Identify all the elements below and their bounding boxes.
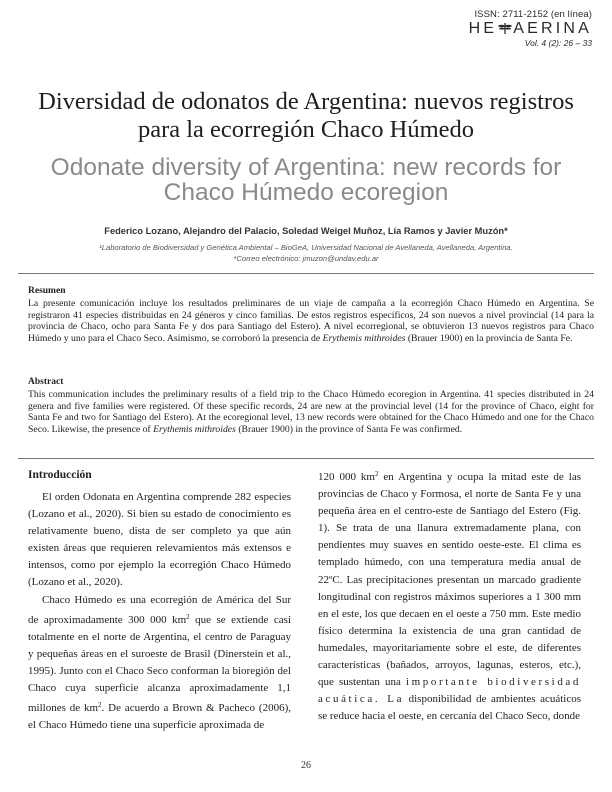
volume-info: Vol. 4 (2): 26 – 33	[524, 38, 592, 48]
page-number: 26	[301, 760, 311, 771]
resumen-heading: Resumen	[28, 286, 66, 296]
dragonfly-icon	[498, 22, 512, 34]
divider-top	[18, 273, 594, 274]
intro-paragraph-1: El orden Odonata en Argentina comprende 282 especies (Lozano et al., 2020). Si bien su estado de conocimiento es relativamente bueno, dista de ser completo ya que aún existen áreas que requieren relevamientos más extensos e intensos, como por ejemplo la ecorregión Chaco Húmedo (Lozano et al., 2020).	[28, 491, 291, 589]
journal-header	[469, 9, 592, 48]
intro-paragraph-2: Chaco Húmedo es una ecorregión de América del Sur de aproximadamente 300 000 $km^2$ que se extiende casi totalmente en el norte de Argentina, el centro de Paraguay y pequeñas áreas en el suroeste de Brasil (Dinerstein et al., 1995). Junto con el Chaco Seco conforman la bioregión del Chaco cuya superficie alcanza aproximadamente 1,1 millones de $km^2$. De acuerdo a Brown & Pacheco (2006), el Chaco Húmedo tiene una superficie aproximada de	[28, 593, 291, 732]
resumen-text: La presente comunicación incluye los resultados preliminares de un viaje de campaña a la ecorregión Chaco Húmedo en Argentina. Se registraron 41 especies distribuidas en 24 géneros y cinco familias. De estos registros específicos, 24 son nuevos a nivel provincial (14 para la provincia de Chaco, ocho para Santa Fe y dos para Santiago del Estero). A nivel ecorregional, se obtuvieron 13 nuevos registros para Chaco Húmedo y uno para el Chaco Seco. Asimismo, se corroboró la presencia de Erythemis mithroides (Brauer 1900) en la provincia de Santa Fe.	[28, 298, 594, 345]
divider-bottom	[18, 458, 594, 459]
authors: Federico Lozano, Alejandro del Palacio, Soledad Weigel Muñoz, Lía Ramos y Javier Muzón*	[104, 226, 508, 236]
title-spanish: Diversidad de odonatos de Argentina: nuevos registros para la ecorregión Chaco Húmedo	[38, 88, 574, 143]
species-name: Erythemis mithroides	[153, 424, 236, 436]
journal-logo-right: AERINA	[513, 20, 592, 37]
title-english: Odonate diversity of Argentina: new records for Chaco Húmedo ecoregion	[50, 154, 562, 206]
affiliation-block	[20, 242, 592, 264]
intro-heading: Introducción	[28, 469, 92, 481]
affiliation: ¹Laboratorio de Biodiversidad y Genética Ambiental – BioGeA, Universidad Nacional de Avellaneda, Avellaneda, Argentina.	[99, 243, 513, 252]
abstract-heading: Abstract	[28, 377, 64, 387]
journal-logo	[469, 21, 592, 37]
journal-logo-left: HE	[468, 20, 498, 37]
abstract-text: This communication includes the preliminary results of a field trip to the Chaco Húmedo ecoregion in Argentina. 41 species distributed in 24 genera and five families were registered. Of these specific records, 24 are new at the provincial level (14 for the province of Chaco, eight for Santa Fe and two for Santiago del Estero). At the ecoregional level, 13 new records were obtained for the Chaco Húmedo and one for the Chaco Seco. Likewise, the presence of Erythemis mithroides (Brauer 1900) in the province of Santa Fe was confirmed.	[28, 389, 594, 436]
issn: ISSN: 2711-2152 (en línea)	[474, 9, 592, 20]
right-column	[318, 466, 581, 725]
corresponding-email: *Correo electrónico: jmuzon@undav.edu.ar	[233, 254, 379, 263]
species-name: Erythemis mithroides	[322, 333, 406, 345]
left-column	[28, 468, 291, 734]
intro-paragraph-2-continued: 120 000 $km^2$ en Argentina y ocupa la mitad este de las provincias de Chaco y Formosa, el norte de Santa Fe y una pequeña área en el centro-este de Santiago del Estero (Fig. 1). Se trata de una llanura extremadamente plana, con pendientes muy suaves en sentido oeste-este. El clima es templado húmedo, con una temperatura media anual de 22ºC. Las precipitaciones presentan un marcado gradiente longitudinal con registros máximos superiores a 1 300 mm en el este, los que decaen en el oeste a 750 mm. Este medio físico determina la existencia de una gran cantidad de humedales, mayoritariamente sobre el este, de diferentes características (bañados, arroyos, lagunas, esteros, etc.), que sustentan una importante biodiversidad acuática. La disponibilidad de ambientes acuáticos se reduce hacia el oeste, en cercanía del Chaco Seco, donde	[318, 470, 582, 723]
